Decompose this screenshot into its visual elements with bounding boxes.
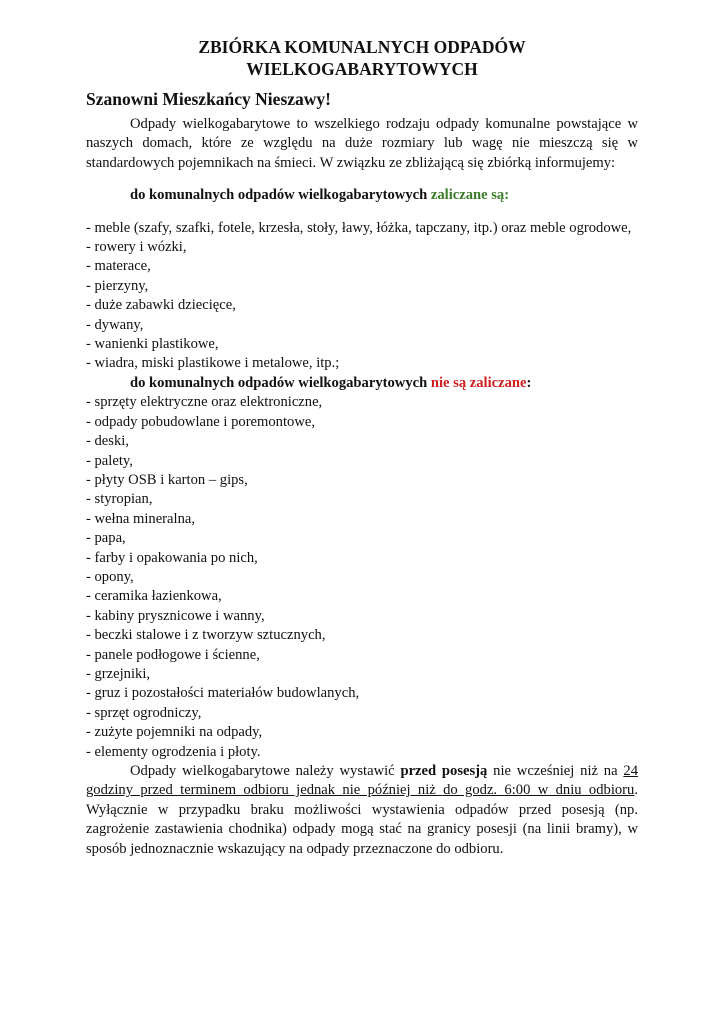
included-heading-prefix: do komunalnych odpadów wielkogabarytowych bbox=[130, 187, 431, 204]
list-item: - beczki stalowe i z tworzyw sztucznych, bbox=[86, 627, 326, 644]
list-item: - wełna mineralna, bbox=[86, 510, 195, 527]
document-title bbox=[86, 36, 638, 80]
list-item: - płyty OSB i karton – gips, bbox=[86, 471, 248, 488]
list-item: - deski, bbox=[86, 433, 129, 450]
included-heading-suffix: : bbox=[504, 187, 510, 204]
closing-part-2: nie wcześniej niż na bbox=[487, 763, 624, 779]
title-line-2: WIELKOGABARYTOWYCH bbox=[246, 59, 478, 79]
list-item: - grzejniki, bbox=[86, 665, 151, 682]
list-item: - ceramika łazienkowa, bbox=[86, 588, 222, 605]
included-items-list bbox=[86, 219, 638, 374]
list-item: - duże zabawki dziecięce, bbox=[86, 297, 236, 314]
list-item: - sprzęt ogrodniczy, bbox=[86, 704, 202, 721]
included-heading-highlight: zaliczane są bbox=[430, 187, 505, 204]
list-item: - elementy ogrodzenia i płoty. bbox=[86, 743, 261, 760]
list-item: - materace, bbox=[86, 258, 151, 275]
list-item: - palety, bbox=[86, 452, 133, 469]
list-item: - kabiny prysznicowe i wanny, bbox=[86, 607, 265, 624]
list-item: - pierzyny, bbox=[86, 277, 149, 294]
list-item: - wanienki plastikowe, bbox=[86, 336, 219, 353]
closing-part-3: . Wyłącznie w przypadku braku możliwości wystawienia odpadów przed posesją (np. zagrożenie zastawienia chodnika) odpady mogą stać na granicy posesji (na linii bramy), w sposób jednoznacznie wskazujący na odpady przeznaczone do odbioru. bbox=[86, 782, 638, 857]
excluded-heading bbox=[86, 374, 638, 393]
excluded-items-list bbox=[86, 393, 638, 762]
list-item: - panele podłogowe i ścienne, bbox=[86, 646, 260, 663]
greeting: Szanowni Mieszkańcy Nieszawy! bbox=[86, 89, 331, 109]
intro-paragraph: Odpady wielkogabarytowe to wszelkiego rodzaju odpady komunalne powstające w naszych domach, które ze względu na duże rozmiary lub wagę nie mieszczą się w standardowych pojemnikach na śmieci. W związku ze zbliżającą się zbiórką informujemy: bbox=[86, 116, 638, 171]
closing-bold-location: przed posesją bbox=[400, 763, 488, 779]
list-item: - rowery i wózki, bbox=[86, 239, 187, 256]
excluded-heading-prefix: do komunalnych odpadów wielkogabarytowych bbox=[130, 374, 431, 391]
closing-part-1: Odpady wielkogabarytowe należy wystawić bbox=[130, 763, 401, 779]
list-item: - opony, bbox=[86, 568, 134, 585]
list-item: - odpady pobudowlane i poremontowe, bbox=[86, 413, 315, 430]
list-item: - farby i opakowania po nich, bbox=[86, 549, 258, 566]
list-item: - meble (szafy, szafki, fotele, krzesła, stoły, ławy, łóżka, tapczany, itp.) oraz meble ogrodowe, bbox=[86, 219, 632, 236]
list-item: - papa, bbox=[86, 530, 126, 547]
included-heading bbox=[86, 186, 638, 205]
title-line-1: ZBIÓRKA KOMUNALNYCH ODPADÓW bbox=[198, 37, 526, 57]
excluded-heading-highlight: nie są zaliczane bbox=[430, 374, 527, 391]
closing-paragraph bbox=[86, 762, 638, 859]
list-item: - dywany, bbox=[86, 316, 144, 333]
list-item: - zużyte pojemniki na odpady, bbox=[86, 724, 263, 741]
list-item: - styropian, bbox=[86, 491, 153, 508]
excluded-heading-suffix: : bbox=[526, 374, 532, 391]
list-item: - gruz i pozostałości materiałów budowlanych, bbox=[86, 685, 360, 702]
list-item: - wiadra, miski plastikowe i metalowe, itp.; bbox=[86, 355, 340, 372]
list-item: - sprzęty elektryczne oraz elektroniczne, bbox=[86, 394, 323, 411]
closing-underlined-deadline: 24 godziny przed terminem odbioru jednak nie później niż do godz. 6:00 w dniu odbioru bbox=[86, 763, 638, 799]
